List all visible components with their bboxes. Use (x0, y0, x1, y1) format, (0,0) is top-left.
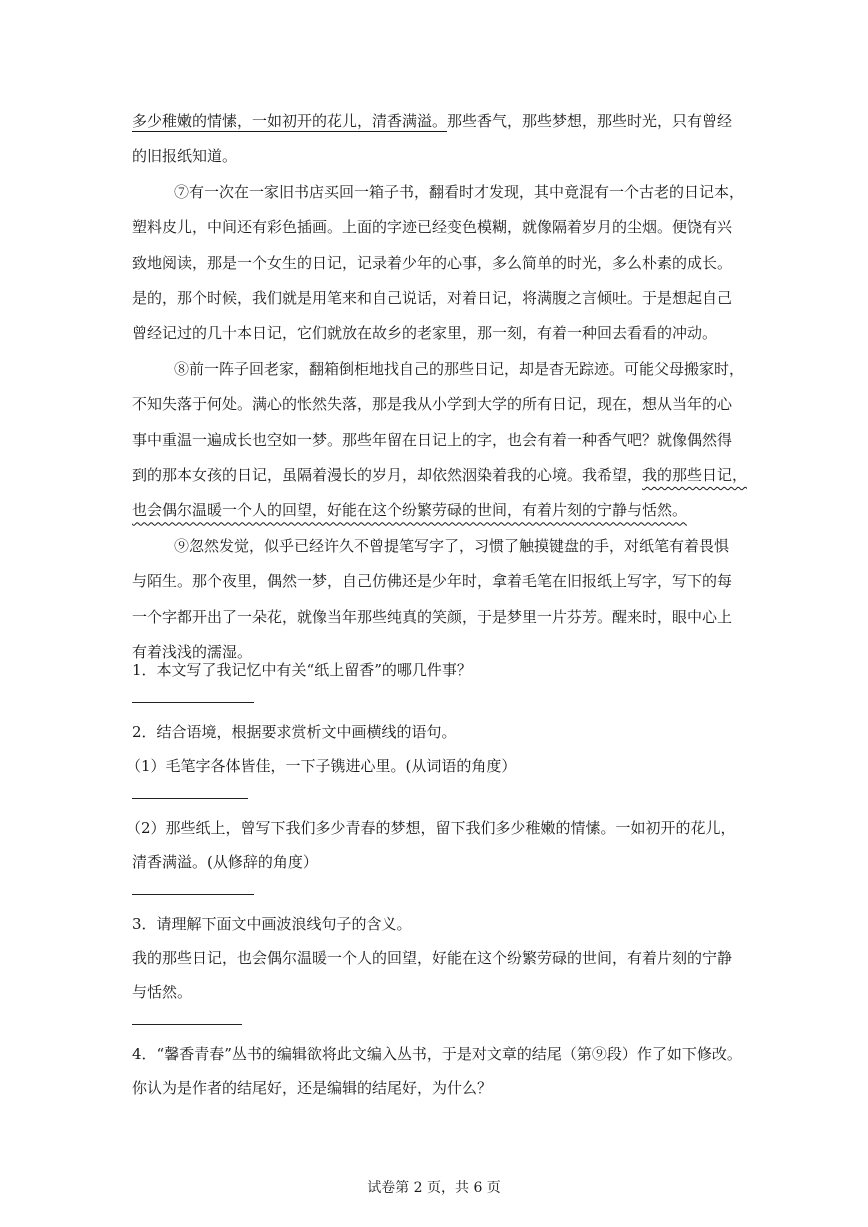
questions-section (126, 653, 772, 1105)
question-3: 3．请理解下面文中画波浪线句子的含义。 (132, 915, 412, 933)
question-1: 1．本文写了我记忆中有关“纸上留香”的哪几件事？ (132, 661, 472, 679)
answer-line-q1[interactable] (132, 702, 254, 703)
para9-line1: ⑨忽然发觉，似乎已经许久不曾提笔写字了，习惯了触摸键盘的手，对纸笔有着畏惧 (174, 536, 730, 555)
question-2-part-2-line1: （2）那些纸上，曾写下我们多少青春的梦想，留下我们多少稚嫩的情愫。一如初开的花儿， (126, 819, 736, 837)
para6-line2: 的旧报纸知道。 (132, 147, 238, 166)
para8-line5 (132, 493, 752, 528)
answer-line-q3[interactable] (132, 1024, 242, 1025)
para9-line2: 与陌生。那个夜里，偶然一梦，自己仿佛还是少年时，拿着毛笔在旧报纸上写字，写下的每 (132, 572, 733, 591)
wavy-underlined-sentence-cont: 也会偶尔温暖一个人的回望，好能在这个纷繁劳碌的世间，有着片刻的宁静与恬然。 (132, 501, 688, 520)
answer-line-q2-1[interactable] (132, 798, 248, 799)
question-4-line2: 你认为是作者的结尾好，还是编辑的结尾好，为什么？ (132, 1079, 493, 1097)
reading-passage (132, 104, 752, 671)
para7-line4: 是的，那个时候，我们就是用笔来和自己说话，对着日记，将满腹之言倾吐。于是想起自己 (132, 289, 733, 308)
para7-line3: 致地阅读，那是一个女生的日记，记录着少年的心事，多么简单的时光，多么朴素的成长。 (132, 253, 733, 272)
question-2-part-2-line2: 清香满溢。(从修辞的角度） (132, 853, 318, 871)
para7-line1: ⑦有一次在一家旧书店买回一箱子书，翻看时才发现，其中竟混有一个古老的日记本， (174, 182, 745, 201)
para8-line2: 不知失落于何处。满心的怅然失落，那是我从小学到大学的所有日记，现在，想从当年的心 (132, 395, 733, 414)
question-2-part-1: （1）毛笔字各体皆佳，一下子镌进心里。(从词语的角度） (126, 757, 517, 775)
para6-line1: 多少稚嫩的情愫，一如初开的花儿，清香满溢。那些香气，那些梦想，那些时光，只有曾经 (132, 112, 733, 130)
question-4-line1: 4．“馨香青春”丛书的编辑欲将此文编入丛书，于是对文章的结尾（第⑨段）作了如下修改。 (132, 1045, 742, 1063)
para8-line3: 事中重温一遍成长也空如一梦。那些年留在日记上的字，也会有着一种香气吧？就像偶然得 (132, 430, 733, 449)
para9-line4: 有着浅浅的濡湿。 (132, 643, 253, 662)
answer-line-q2-2[interactable] (132, 894, 254, 895)
wavy-underlined-sentence: 我的那些日记， (642, 466, 748, 485)
question-3-quote-line2: 与恬然。 (132, 983, 193, 1001)
para9-line3: 一个字都开出了一朵花，就像当年那些纯真的笑颜，于是梦里一片芬芳。醒来时，眼中心上 (132, 607, 733, 626)
question-2: 2．结合语境，根据要求赏析文中画横线的语句。 (132, 723, 457, 741)
page-footer: 试卷第 2 页，共 6 页 (367, 1180, 501, 1196)
para7-line5: 曾经记过的几十本日记，它们就放在故乡的老家里，那一刻，有着一种回去看看的冲动。 (132, 324, 718, 343)
underlined-sentence: 多少稚嫩的情愫，一如初开的花儿，清香满溢。 (132, 112, 448, 130)
question-3-quote-line1: 我的那些日记，也会偶尔温暖一个人的回望，好能在这个纷繁劳碌的世间，有着片刻的宁静 (132, 949, 733, 967)
para8-line4: 到的那本女孩的日记，虽隔着漫长的岁月，却依然洇染着我的心境。我希望，我的那些日记， (132, 466, 748, 485)
para8-line1: ⑧前一阵子回老家，翻箱倒柜地找自己的那些日记，却是杳无踪迹。可能父母搬家时， (174, 359, 745, 378)
para7-line2: 塑料皮儿，中间还有彩色插画。上面的字迹已经变色模糊，就像隔着岁月的尘烟。便饶有兴 (132, 218, 733, 237)
